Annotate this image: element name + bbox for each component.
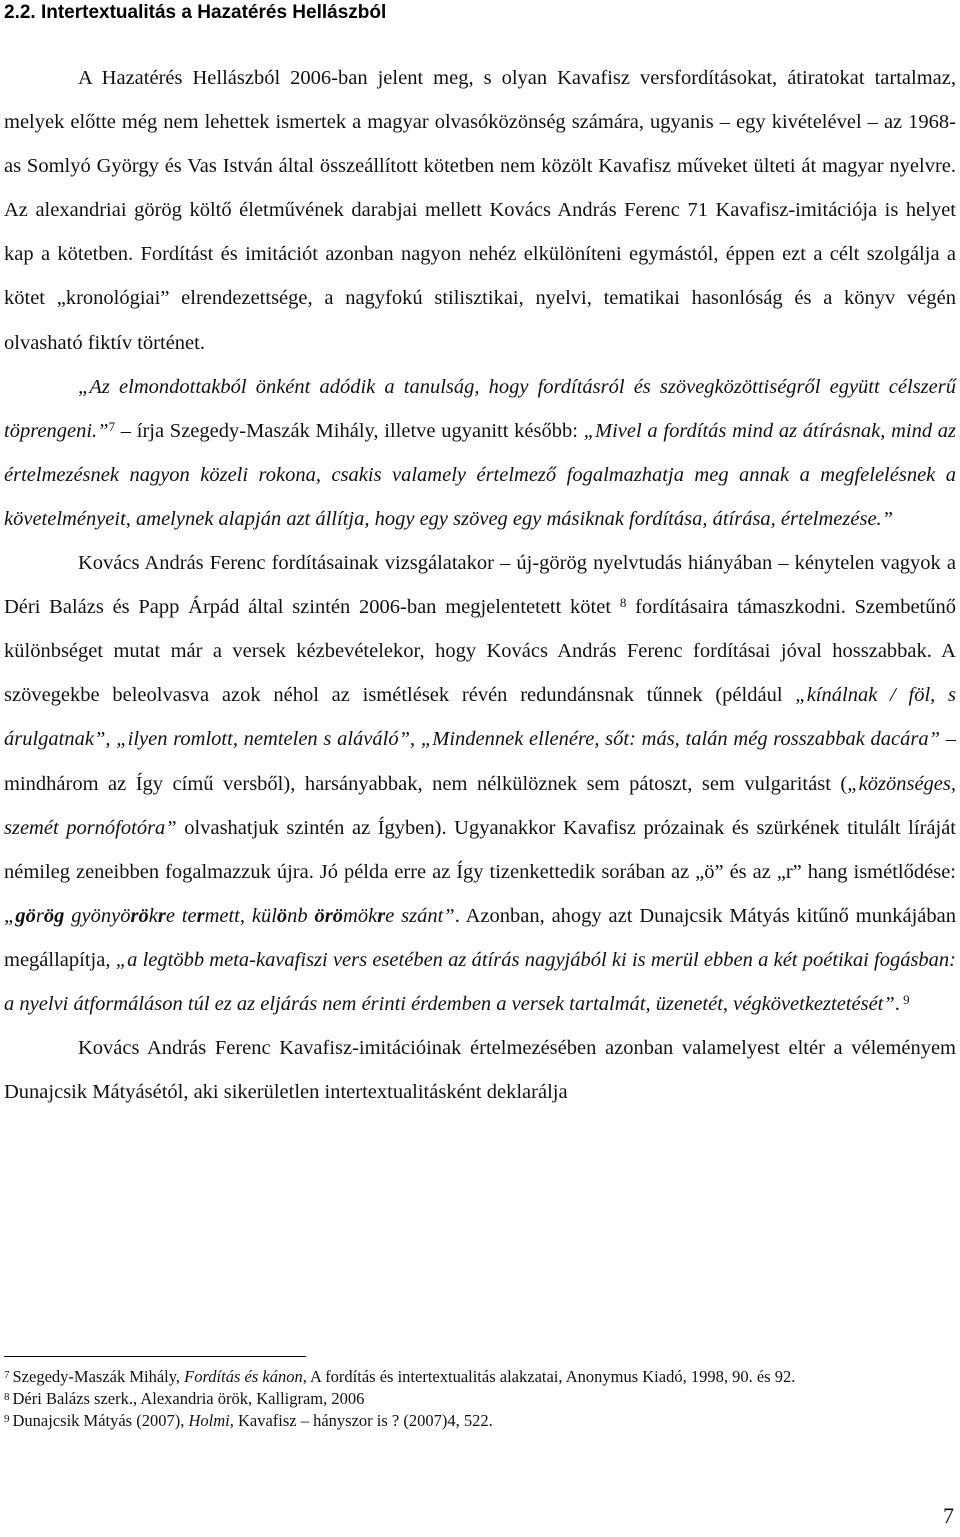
- q-part-i: r: [157, 904, 166, 927]
- footnote-separator: [4, 1356, 306, 1357]
- footnote-text-rest: , A fordítás és intertextualitás alakzatai, Anonymus Kiadó, 1998, 90. és 92.: [302, 1367, 796, 1386]
- quote-ilyen-romlott: „ilyen romlott, nemtelen s aláváló”: [116, 728, 410, 751]
- q-part-c: r: [35, 904, 44, 927]
- paragraph-1: [4, 56, 956, 365]
- q-part-e: gyö: [64, 904, 101, 927]
- q-part-m: mett, kül: [204, 904, 277, 927]
- q-part-f: nyö: [100, 904, 131, 927]
- footnote-number: 8: [4, 1391, 10, 1403]
- footnote-ref-9[interactable]: 9: [899, 991, 910, 1007]
- footnote-7: [4, 1366, 956, 1388]
- q-part-l: r: [196, 904, 205, 927]
- footnote-ref-8[interactable]: 8: [619, 595, 627, 611]
- paragraph-3-end: .: [894, 992, 900, 1015]
- q-part-u: e szánt”: [385, 904, 455, 927]
- paragraph-4-text: Kovács András Ferenc Kavafisz-imitációinak értelmezésében azonban valamelyest eltér a véleményem Dunajcsik Mátyásétól, aki sikerületlen intertextualitásként deklarálja: [4, 1037, 956, 1104]
- q-part-t: r: [377, 904, 386, 927]
- footnote-text: Déri Balázs szerk., Alexandria örök, Kalligram, 2006: [12, 1389, 365, 1408]
- footnote-9: [4, 1410, 956, 1432]
- paragraph-4: [4, 1026, 956, 1114]
- q-part-b: gö: [15, 904, 36, 927]
- paragraph-3-text-5: . Azonban, ahogy azt Dunajcsik Mátyás kitűnő munkájában megállapítja,: [4, 904, 956, 971]
- paragraph-3-text-4: olvashatjuk szintén az Ígyben). Ugyanakkor Kavafisz prózainak és szürkének titulált líráját némileg zeneibben fogalmazzuk újra. Jó példa erre az Így tizenkettedik sorában az „ö” és az „r” hang ismétlődése:: [4, 816, 956, 883]
- footnote-text-rest: , Kavafisz – hányszor is ? (2007)4, 522.: [229, 1411, 493, 1430]
- q-part-p: ö: [314, 904, 325, 927]
- quote-kozonseges: „közönséges, szemét pornófotóra”: [4, 772, 956, 839]
- paragraph-3-text-2: fordításaira támaszkodni. Szembetűnő különbséget mutat már a versek kézbevételekor, hogy Kovács András Ferenc fordításai jóval hosszabbak. A szövegekbe beleolvasva azok néhol az ismétlések révén redundánsnak tűnnek (például: [4, 596, 956, 707]
- q-part-d: ög: [43, 904, 65, 927]
- quote-dunajcsik: „a legtöbb meta-kavafiszi vers esetében az átírás nagyjából ki is merül ebben a két poétikai fogásban: a nyelvi átformáláson túl ez az eljárás nem érinti érdemben a versek tartalmát, üzenetét, végkövetkeztetését”: [4, 948, 956, 1015]
- footnote-number: 9: [4, 1413, 10, 1425]
- body-text: [4, 56, 956, 1114]
- paragraph-1-text: A Hazatérés Hellászból 2006-ban jelent meg, s olyan Kavafisz versfordításokat, átiratokat tartalmaz, melyek előtte még nem lehettek ismertek a magyar olvasóközönség számára, ugyanis – egy kivételével – az 1968-as Somlyó György és Vas István által összeállított kötetben nem közölt Kavafisz műveket ülteti át magyar nyelvre. Az alexandriai görög költő életművének darabjai mellett Kovács András Ferenc 71 Kavafisz-imitációja is helyet kap a kötetben. Fordítást és imitációt azonban nagyon nehéz elkülöníteni egymástól, éppen ezt a célt szolgálja a kötet „kronológiai” elrendezettsége, a nagyfokú stilisztikai, nyelvi, tematikai hasonlóság és a könyv végén olvasható fiktív történet.: [4, 67, 956, 354]
- paragraph-3-sep-1: ,: [105, 728, 117, 751]
- footnote-ref-7[interactable]: 7: [108, 418, 116, 434]
- paragraph-3-text-1: Kovács András Ferenc fordításainak vizsgálatakor – új-görög nyelvtudás hiányában – kénytelen vagyok a Déri Balázs és Papp Árpád által szintén 2006-ban megjelentetett kötet: [4, 552, 956, 619]
- footnote-number: 7: [4, 1369, 10, 1381]
- q-part-q: r: [324, 904, 333, 927]
- q-part-h: k: [148, 904, 158, 927]
- q-part-a: „: [4, 904, 16, 927]
- quote-szegedy-2: „Mivel a fordítás mind az átírásnak, mind az értelmezésnek nagyon közeli rokona, csakis valamely értelmező fogalmazhatja meg annak a megfelelésnek a követelményeit, amelynek alapján azt állítja, hogy egy szöveg egy másiknak fordítása, átírása, értelmezése.”: [4, 419, 957, 530]
- paragraph-3: [4, 541, 956, 1026]
- quote-gorog-gyonyorokre: [4, 905, 455, 927]
- q-part-o: nb: [287, 904, 315, 927]
- q-part-n: ö: [276, 904, 288, 927]
- q-part-j: e: [165, 904, 182, 927]
- q-part-k: te: [181, 904, 197, 927]
- q-part-s: mök: [343, 904, 378, 927]
- footnotes: [4, 1366, 956, 1432]
- quote-kinalnak: „kínálnak / föl, s árulgatnak”: [4, 684, 957, 751]
- footnote-title: Holmi: [188, 1411, 230, 1430]
- footnote-8: [4, 1388, 956, 1410]
- section-heading: 2.2. Intertextualitás a Hazatérés Hellászból: [4, 2, 387, 23]
- paragraph-3-sep-2: ,: [410, 728, 421, 751]
- paragraph-2: [4, 365, 956, 541]
- footnote-title: Fordítás és kánon: [184, 1367, 303, 1386]
- footnote-text: Dunajcsik Mátyás (2007),: [12, 1411, 189, 1430]
- q-part-r: ö: [332, 904, 344, 927]
- quote-mindennek: „Mindennek ellenére, sőt: más, talán még rosszabbak dacára”: [420, 728, 941, 751]
- footnote-text: Szegedy-Maszák Mihály,: [12, 1367, 185, 1386]
- q-part-g: rö: [130, 904, 149, 927]
- quote-szegedy-1: „Az elmondottakból önként adódik a tanulság, hogy fordításról és szövegközöttiségről együtt célszerű töprengeni.”: [4, 375, 956, 442]
- paragraph-3-text-3: – mindhárom az Így című versből), harsányabbak, nem nélkülöznek sem pátoszt, sem vulgaritást (: [4, 728, 956, 795]
- page-number: 7: [943, 1503, 954, 1528]
- paragraph-2-text: – írja Szegedy-Maszák Mihály, illetve ugyanitt később:: [115, 419, 584, 442]
